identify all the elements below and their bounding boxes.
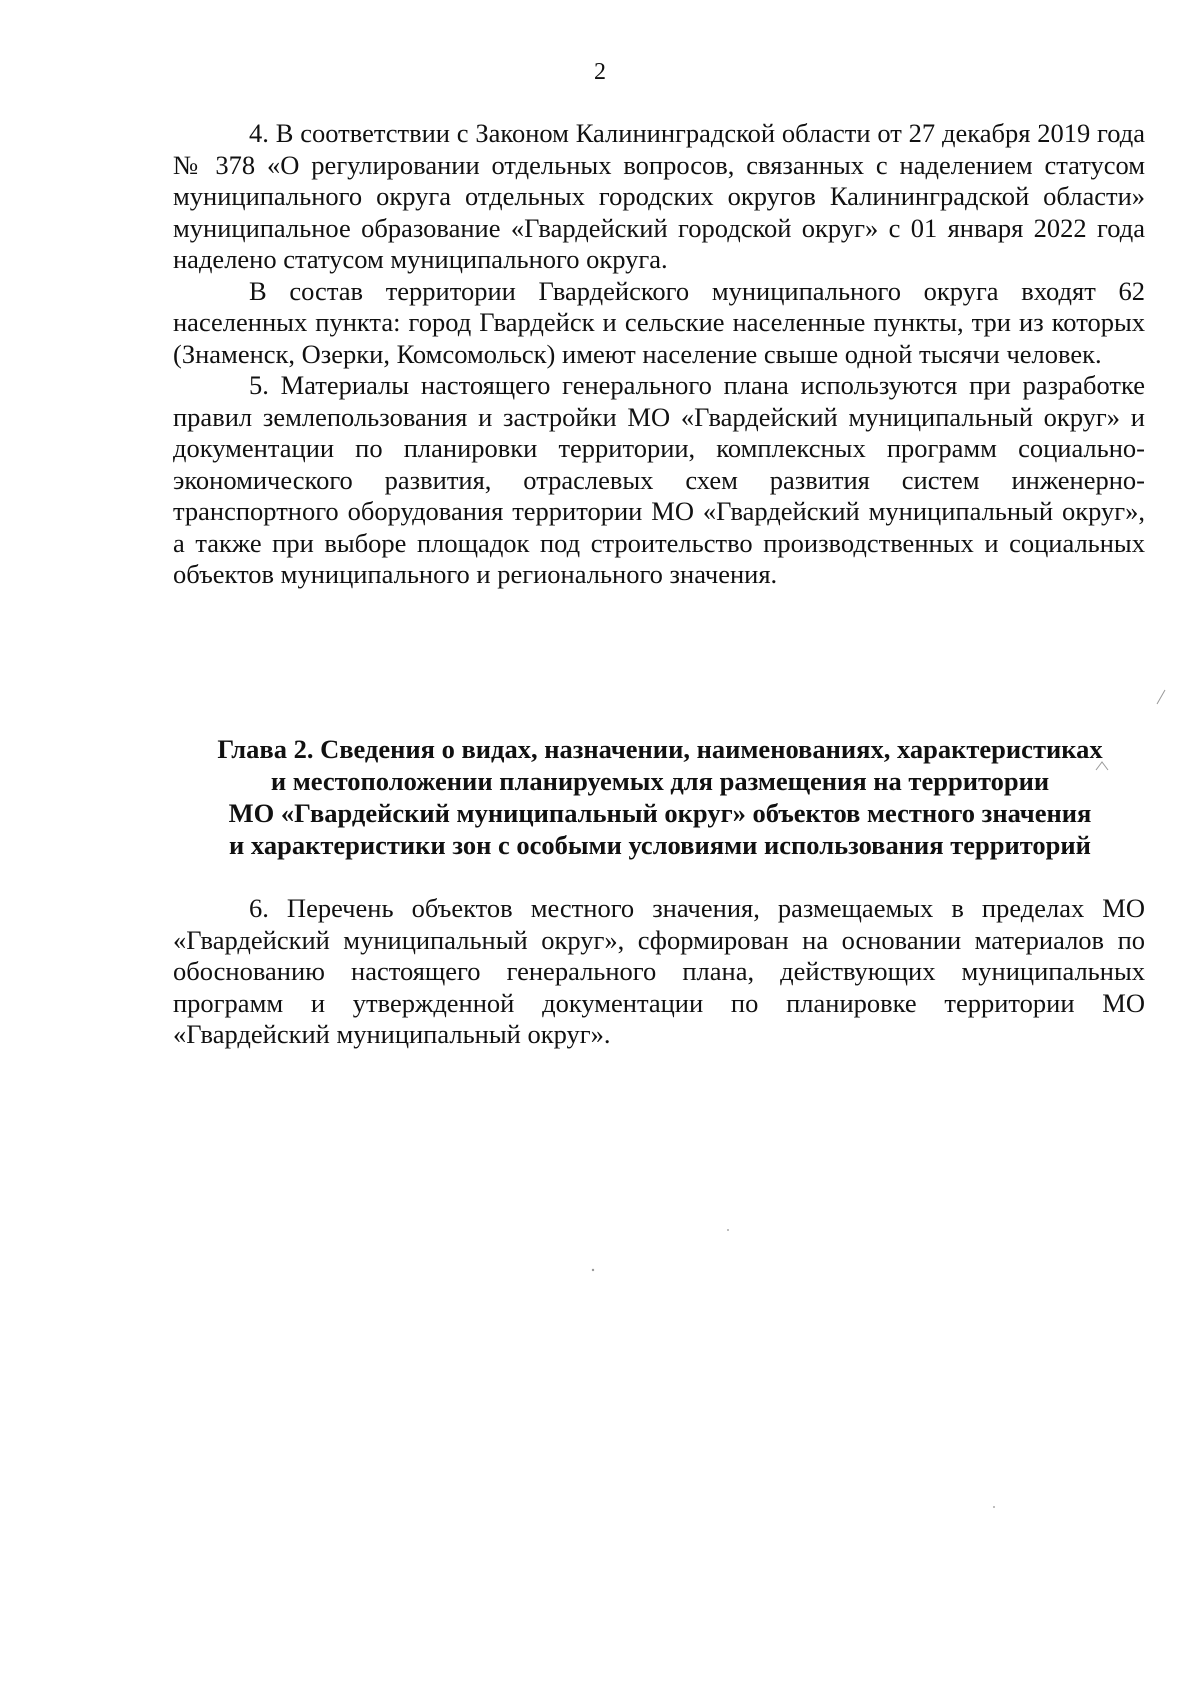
scan-mark-dot (726, 1228, 730, 1232)
paragraph-6: 6. Перечень объектов местного значения, размещаемых в пределах МО «Гвардейский муниципальный округ», сформирован на основании материалов по обоснованию настоящего генерального плана, действующих муниципальных программ и утвержденной документации по планировке территории МО «Гвардейский муниципальный округ». (173, 893, 1145, 1049)
scan-mark-dot (591, 1268, 595, 1272)
body-section-1 (173, 118, 1145, 591)
scan-mark-dot (992, 1505, 996, 1509)
chapter-heading-line: Глава 2. Сведения о видах, назначении, наименованиях, характеристиках (217, 734, 1103, 764)
body-section-2 (173, 893, 1145, 1051)
page-number: 2 (594, 59, 606, 85)
paragraph-territory: В состав территории Гвардейского муниципального округа входят 62 населенных пункта: город Гвардейск и сельские населенные пункты, три из которых (Знаменск, Озерки, Комсомольск) имеют население свыше одной тысячи человек. (173, 275, 1145, 369)
chapter-heading-line: МО «Гвардейский муниципальный округ» объектов местного значения (228, 798, 1092, 828)
scan-mark-caret (1095, 760, 1109, 772)
chapter-heading-line: и местоположении планируемых для размещения на территории (270, 766, 1050, 796)
paragraph-4: 4. В соответствии с Законом Калининградской области от 27 декабря 2019 года № 378 «О регулировании отдельных вопросов, связанных с наделением статусом муниципального округа отдельных городских округов Калининградской области» муниципальное образование «Гвардейский городской округ» с 01 января 2022 года наделено статусом муниципального округа. (173, 118, 1145, 274)
chapter-heading (150, 733, 1170, 861)
chapter-heading-line: и характеристики зон с особыми условиями использования территорий (229, 830, 1091, 860)
scan-mark-stroke (1155, 688, 1167, 706)
paragraph-5: 5. Материалы настоящего генерального плана используются при разработке правил землепользования и застройки МО «Гвардейский муниципальный округ» и документации по планировки территории, комплексных программ социально-экономического развития, отраслевых схем развития систем инженерно-транспортного оборудования территории МО «Гвардейский муниципальный округ», а также при выборе площадок под строительство производственных и социальных объектов муниципального и регионального значения. (173, 370, 1145, 589)
